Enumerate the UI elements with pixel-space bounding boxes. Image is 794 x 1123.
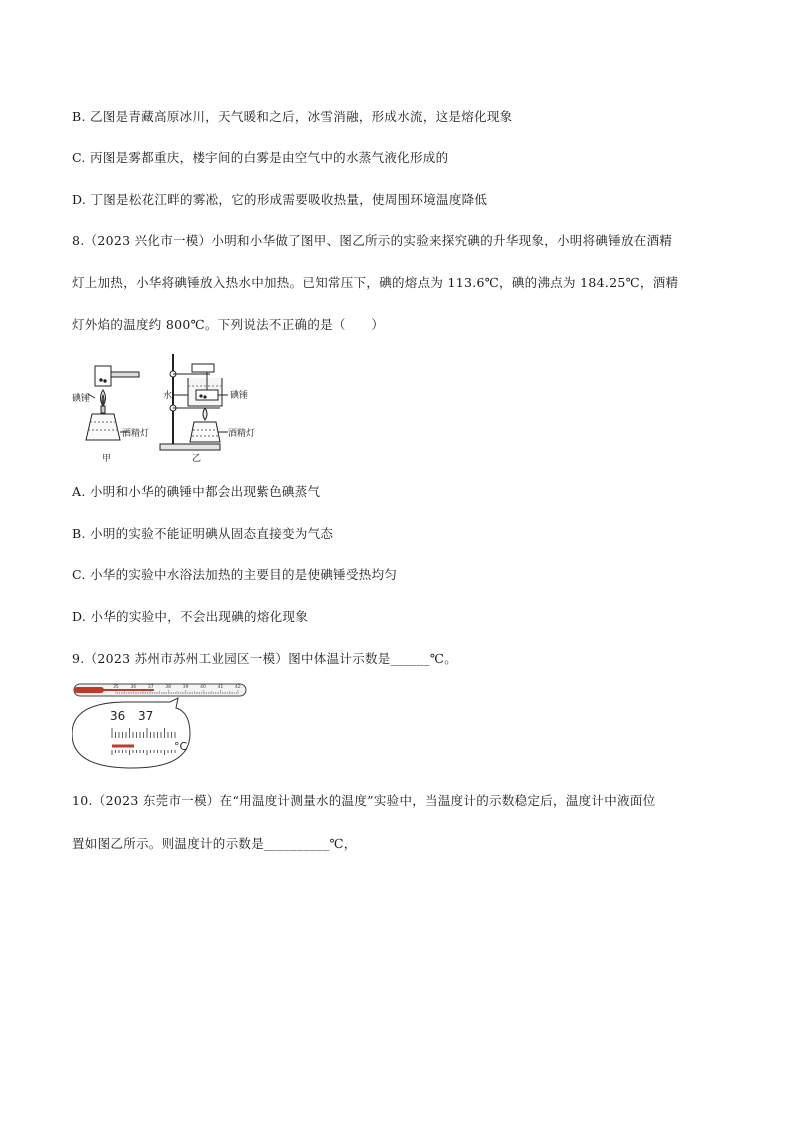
q8-option-b: B. 小明的实验不能证明碘从固态直接变为气态 bbox=[72, 526, 334, 541]
iodine-hammer-right bbox=[196, 390, 218, 400]
zoom-callout bbox=[72, 698, 190, 768]
clinical-thermometer-drawing bbox=[72, 678, 262, 773]
clinical-thermometer-figure bbox=[72, 678, 262, 773]
scale-label: 41 bbox=[217, 685, 224, 690]
q7-option-d: D. 丁图是松花江畔的雾凇，它的形成需要吸收热量，使周围环境温度降低 bbox=[72, 192, 488, 207]
label-iodine-left: 碘锤 bbox=[72, 394, 91, 404]
stand-base bbox=[160, 444, 220, 450]
caption-jia: 甲 bbox=[102, 454, 112, 464]
q8-option-a: A. 小明和小华的碘锤中都会出现紫色碘蒸气 bbox=[72, 484, 321, 499]
q8-option-c: C. 小华的实验中水浴法加热的主要目的是使碘锤受热均匀 bbox=[72, 567, 398, 582]
caption-yi: 乙 bbox=[192, 454, 202, 464]
zoom-label-37: 37 bbox=[138, 709, 154, 723]
flame-right bbox=[203, 408, 207, 420]
q10-stem-line2: 置如图乙所示。则温度计的示数是__________℃， bbox=[72, 836, 357, 851]
scale-label: 38 bbox=[165, 685, 172, 690]
alcohol-lamp-right bbox=[190, 422, 220, 442]
q8-stem-line1: 8.（2023 兴化市一模）小明和小华做了图甲、图乙所示的实验来探究碘的升华现象，小明将碘锤放在酒精 bbox=[72, 233, 673, 248]
hammer-handle-left bbox=[111, 372, 139, 377]
scale-label: 35 bbox=[113, 685, 119, 690]
q7-option-b: B. 乙图是青藏高原冰川，天气暖和之后，冰雪消融，形成水流，这是熔化现象 bbox=[72, 109, 513, 124]
q8-stem-line3: 灯外焰的温度约 800℃。下列说法不正确的是（ ） bbox=[72, 317, 385, 332]
iodine-apparatus-drawing bbox=[70, 350, 270, 470]
alcohol-lamp-left bbox=[86, 414, 120, 440]
iodine-sublimation-figure bbox=[70, 350, 270, 470]
mercury-bulb bbox=[74, 687, 104, 693]
scale-label: 40 bbox=[200, 685, 206, 690]
q10-stem-line1: 10.（2023 东莞市一模）在“用温度计测量水的温度”实验中，当温度计的示数稳定后，温度计中液面位 bbox=[72, 793, 656, 808]
label-lamp-right: 酒精灯 bbox=[228, 429, 256, 439]
zoom-label-36: 36 bbox=[110, 709, 126, 723]
q8-option-d: D. 小华的实验中，不会出现碘的熔化现象 bbox=[72, 609, 309, 624]
label-lamp-left: 酒精灯 bbox=[122, 429, 150, 439]
iodine-hammer-left bbox=[95, 366, 111, 386]
q9-stem: 9.（2023 苏州市苏州工业园区一模）图中体温计示数是______℃。 bbox=[72, 651, 457, 666]
label-water: 水 bbox=[163, 391, 173, 401]
q8-stem-line2: 灯上加热，小华将碘锤放入热水中加热。已知常压下，碘的熔点为 113.6℃，碘的沸点为 184.25℃，酒精 bbox=[72, 275, 679, 290]
q7-option-c: C. 丙图是雾都重庆，楼宇间的白雾是由空气中的水蒸气液化形成的 bbox=[72, 150, 449, 165]
label-iodine-right: 碘锤 bbox=[230, 391, 249, 401]
scale-label: 36 bbox=[130, 685, 137, 690]
setup-yi bbox=[160, 354, 228, 450]
scale-label: 39 bbox=[182, 685, 189, 690]
scale-label: 37 bbox=[147, 685, 154, 690]
scale-label: 42 bbox=[235, 685, 241, 690]
zoom-unit: °C bbox=[174, 740, 188, 753]
